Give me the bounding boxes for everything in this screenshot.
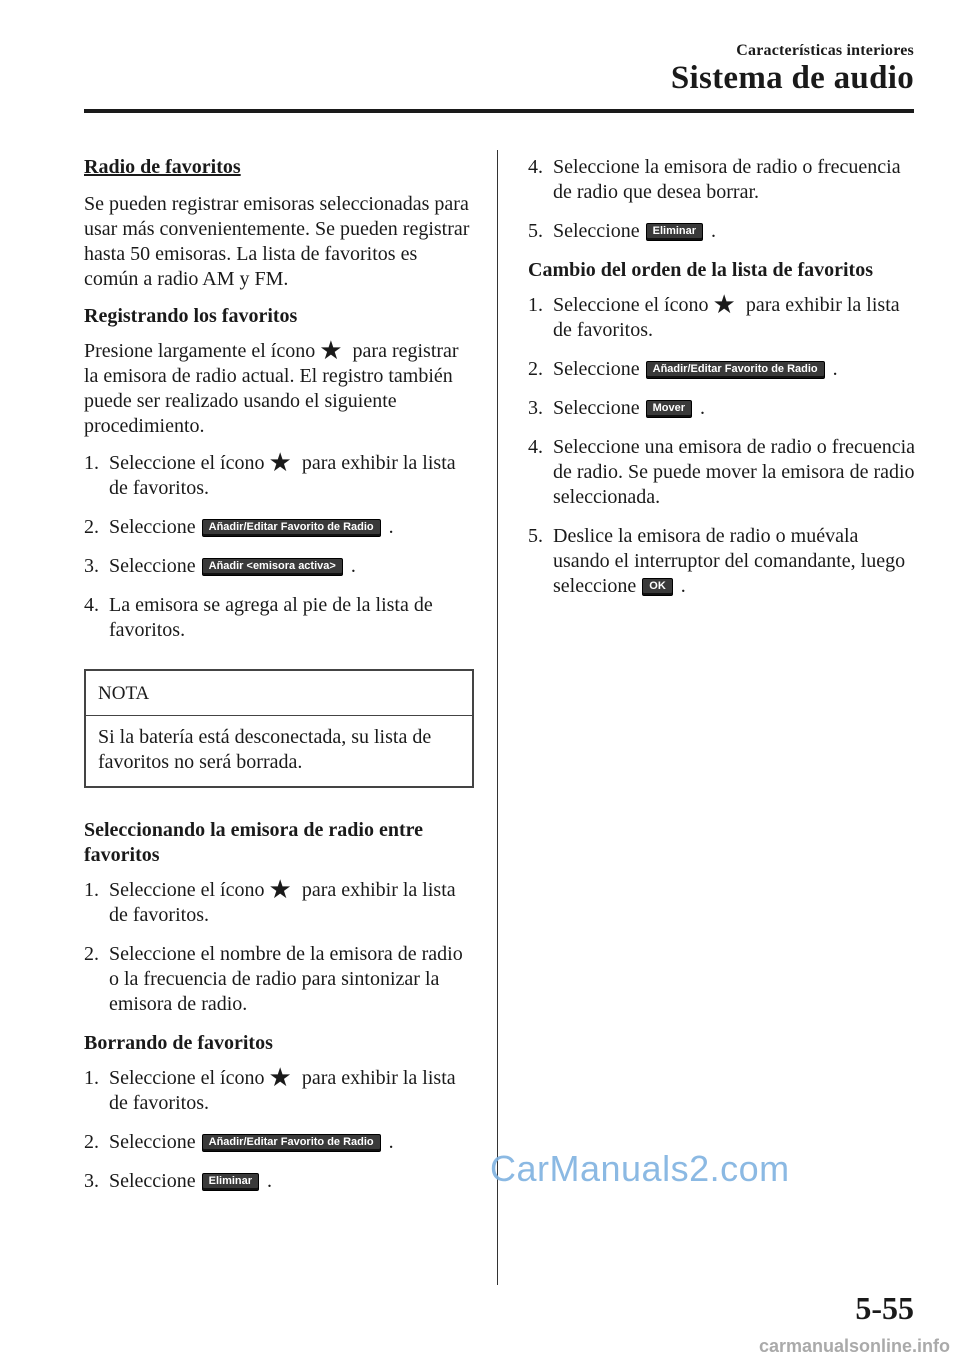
- step-text: para exhibir la lista de favoritos.: [109, 1067, 456, 1114]
- step-text: Deslice la emisora de radio o muévala usando el interruptor del comandante, luego seleccione: [553, 525, 906, 597]
- step-text: Seleccione el ícono: [109, 1067, 265, 1089]
- step-text: para exhibir la lista de favoritos.: [109, 452, 456, 499]
- list-item: [528, 524, 918, 599]
- step-text: para exhibir la lista de favoritos.: [109, 879, 456, 926]
- step-number: 1.: [528, 294, 543, 316]
- step-text: .: [700, 397, 706, 419]
- header-section-label: Características interiores: [736, 42, 914, 59]
- right-column: [528, 155, 918, 613]
- step-text: La emisora se agrega al pie de la lista de favoritos.: [109, 594, 433, 641]
- list-item: [84, 1130, 474, 1155]
- step-text: Seleccione el ícono: [553, 294, 709, 316]
- step-text: Seleccione: [553, 397, 640, 419]
- star-icon: ★: [268, 875, 292, 905]
- step-list-seleccionando: [84, 875, 474, 1017]
- star-icon: ★: [319, 336, 343, 366]
- delete-button: Eliminar: [202, 1173, 259, 1191]
- list-item: [528, 155, 918, 205]
- star-icon: ★: [268, 448, 292, 478]
- list-item: [84, 1063, 474, 1116]
- note-body: Si la batería está desconectada, su lista de favoritos no será borrada.: [98, 726, 432, 773]
- step-list-borrando-cont: [528, 155, 918, 244]
- watermark-secondary: carmanualsonline.info: [758, 1336, 950, 1356]
- header-rule: [84, 109, 914, 113]
- step-text: .: [388, 1131, 394, 1153]
- step-text: Seleccione el ícono: [109, 879, 265, 901]
- list-item: [84, 515, 474, 540]
- step-text: Seleccione: [109, 1170, 196, 1192]
- list-item: [528, 435, 918, 510]
- registrando-text-after: para registrar la emisora de radio actual. El registro también puede ser realizado usando el siguiente procedimiento.: [84, 340, 459, 437]
- add-edit-favorite-button: Añadir/Editar Favorito de Radio: [202, 1134, 381, 1152]
- column-divider: [497, 150, 498, 1285]
- step-number: 4.: [528, 156, 543, 178]
- add-active-station-button: Añadir <emisora activa>: [202, 558, 343, 576]
- step-list-borrando: [84, 1063, 474, 1194]
- step-number: 1.: [84, 452, 99, 474]
- add-edit-favorite-button: Añadir/Editar Favorito de Radio: [646, 361, 825, 379]
- section-heading-radio-favoritos: Radio de favoritos: [84, 156, 241, 178]
- step-number: 3.: [84, 1170, 99, 1192]
- step-text: Seleccione: [109, 555, 196, 577]
- step-text: Seleccione la emisora de radio o frecuencia de radio que desea borrar.: [553, 156, 901, 203]
- step-number: 5.: [528, 220, 543, 242]
- step-number: 3.: [84, 555, 99, 577]
- step-text: para exhibir la lista de favoritos.: [553, 294, 900, 341]
- step-text: .: [267, 1170, 273, 1192]
- note-box: [84, 669, 474, 788]
- step-number: 2.: [84, 943, 99, 965]
- list-item: [84, 554, 474, 579]
- step-number: 1.: [84, 1067, 99, 1089]
- page-number: 5-55: [855, 1290, 914, 1326]
- heading-registrando: Registrando los favoritos: [84, 305, 298, 327]
- list-item: [84, 593, 474, 643]
- ok-button: OK: [642, 578, 673, 596]
- move-button: Mover: [646, 400, 692, 418]
- heading-borrando: Borrando de favoritos: [84, 1032, 273, 1054]
- registrando-text-before: Presione largamente el ícono: [84, 340, 316, 362]
- registrando-paragraph: [84, 336, 474, 439]
- star-icon: ★: [268, 1063, 292, 1093]
- step-number: 2.: [84, 1131, 99, 1153]
- list-item: [84, 1169, 474, 1194]
- heading-cambio-orden: Cambio del orden de la lista de favoritos: [528, 259, 873, 281]
- list-item: [84, 875, 474, 928]
- step-text: Seleccione el nombre de la emisora de radio o la frecuencia de radio para sintonizar la emisora de radio.: [109, 943, 463, 1015]
- step-text: Seleccione: [553, 358, 640, 380]
- intro-paragraph: Se pueden registrar emisoras seleccionadas para usar más convenientemente. Se pueden registrar hasta 50 emisoras. La lista de favoritos es común a radio AM y FM.: [84, 193, 470, 290]
- step-text: Seleccione: [109, 1131, 196, 1153]
- list-item: [528, 396, 918, 421]
- step-number: 5.: [528, 525, 543, 547]
- step-number: 4.: [528, 436, 543, 458]
- list-item: [528, 357, 918, 382]
- step-number: 3.: [528, 397, 543, 419]
- header-title: Sistema de audio: [670, 60, 914, 96]
- list-item: [84, 942, 474, 1017]
- left-column: [84, 155, 474, 1208]
- step-text: .: [711, 220, 717, 242]
- step-number: 2.: [528, 358, 543, 380]
- step-number: 1.: [84, 879, 99, 901]
- step-text: Seleccione: [553, 220, 640, 242]
- step-number: 2.: [84, 516, 99, 538]
- list-item: [528, 219, 918, 244]
- step-text: .: [832, 358, 838, 380]
- step-number: 4.: [84, 594, 99, 616]
- delete-button: Eliminar: [646, 223, 703, 241]
- step-list-cambio-orden: [528, 290, 918, 599]
- step-text: .: [350, 555, 356, 577]
- step-text: .: [388, 516, 394, 538]
- list-item: [84, 448, 474, 501]
- heading-seleccionando: Seleccionando la emisora de radio entre favoritos: [84, 819, 424, 866]
- watermark-primary: CarManuals2.com: [490, 1148, 790, 1189]
- step-text: .: [680, 575, 686, 597]
- step-list-registrando: [84, 448, 474, 643]
- step-text: Seleccione: [109, 516, 196, 538]
- list-item: [528, 290, 918, 343]
- add-edit-favorite-button: Añadir/Editar Favorito de Radio: [202, 519, 381, 537]
- step-text: Seleccione una emisora de radio o frecuencia de radio. Se puede mover la emisora de radio seleccionada.: [553, 436, 916, 508]
- note-title: NOTA: [86, 671, 472, 716]
- star-icon: ★: [712, 290, 736, 320]
- step-text: Seleccione el ícono: [109, 452, 265, 474]
